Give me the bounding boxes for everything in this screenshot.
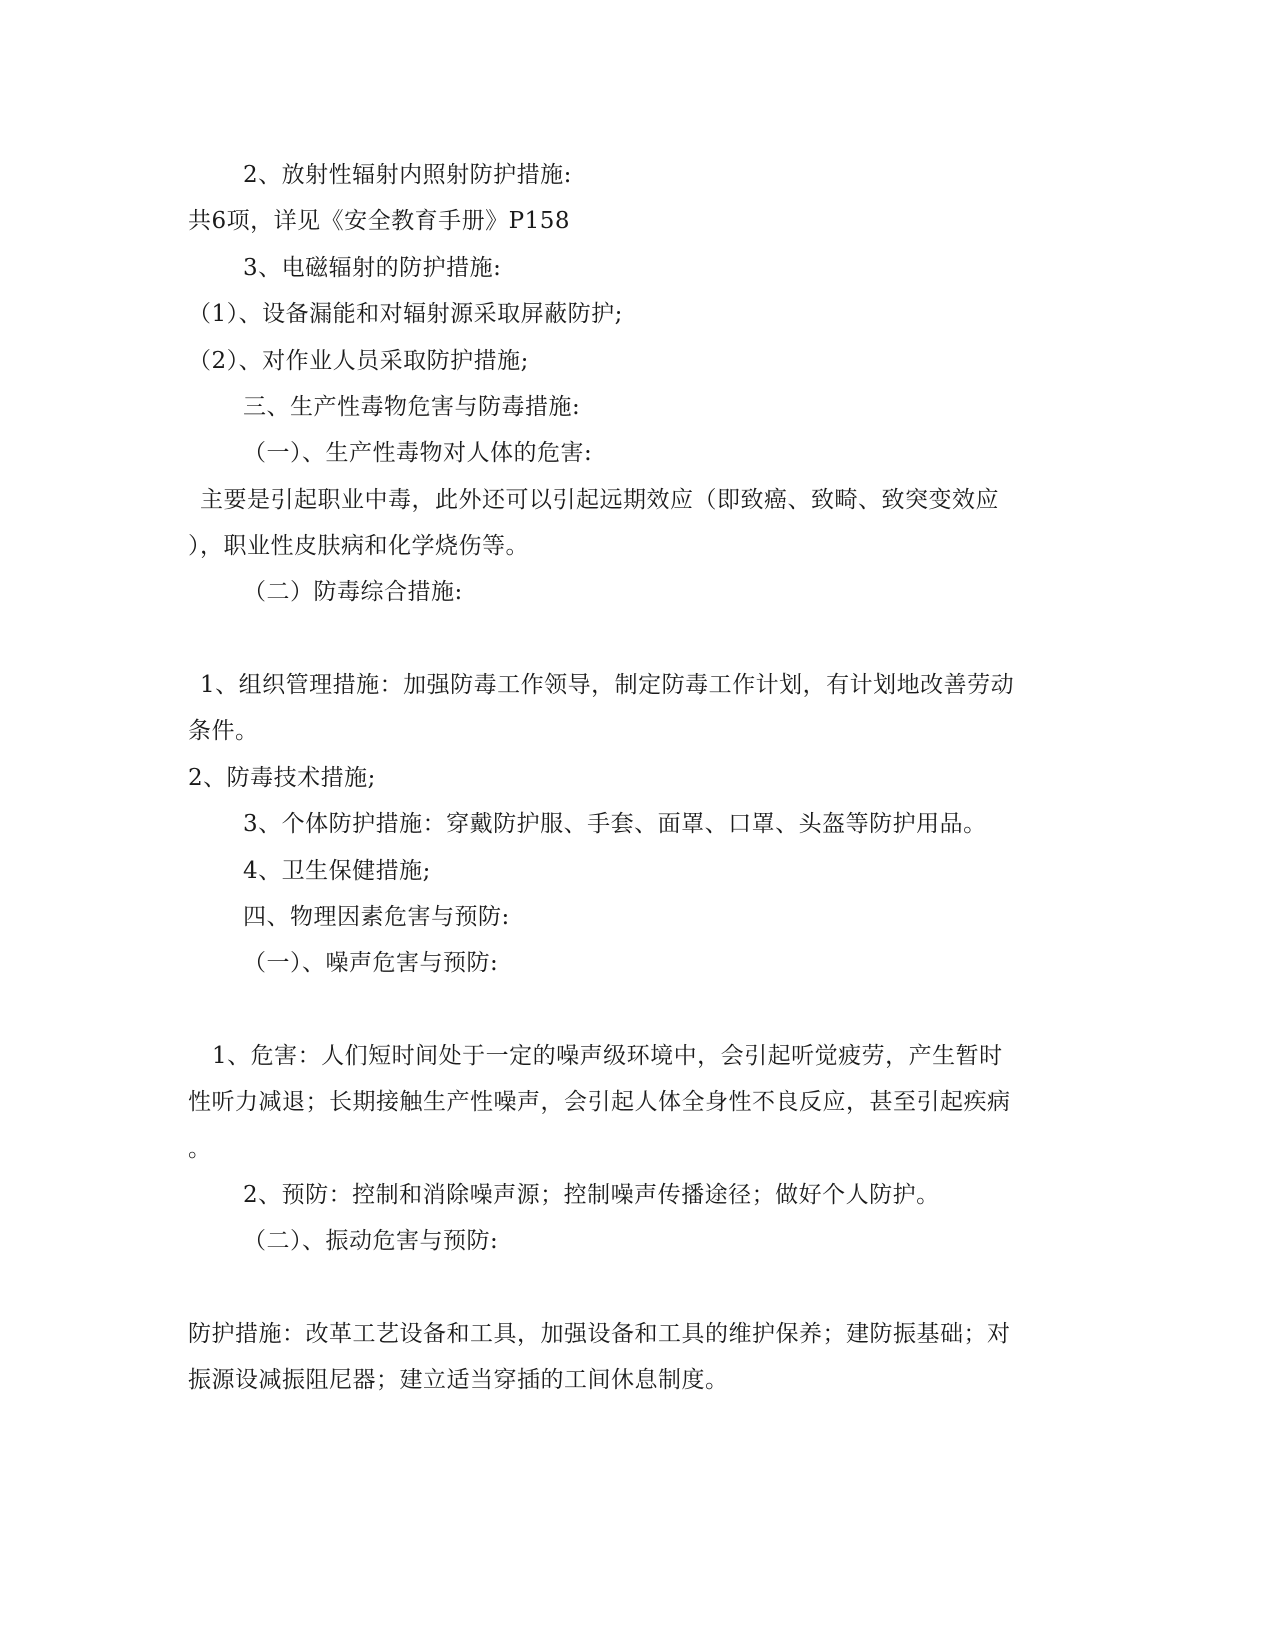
list-item: 4、卫生保健措施; [243,858,431,884]
section-heading-physical: 四、物理因素危害与预防: [243,904,510,930]
paragraph-line: 1、组织管理措施：加强防毒工作领导，制定防毒工作计划，有计划地改善劳动 [200,672,1015,698]
paragraph-line: 。 [188,1136,212,1162]
paragraph-line: ），职业性皮肤病和化学烧伤等。 [188,533,529,559]
subsection-heading-noise: （一）、噪声危害与预防: [243,950,499,976]
paragraph-line: 1、危害：人们短时间处于一定的噪声级环境中，会引起听觉疲劳，产生暂时 [212,1043,1003,1069]
paragraph-line: 防护措施：改革工艺设备和工具，加强设备和工具的维护保养；建防振基础；对 [188,1321,1011,1347]
subsection-heading-antitoxin: （二）防毒综合措施: [243,579,463,605]
paragraph-line: 性听力减退；长期接触生产性噪声，会引起人体全身性不良反应，甚至引起疾病 [188,1089,1011,1115]
list-item: 3、个体防护措施：穿戴防护服、手套、面罩、口罩、头盔等防护用品。 [243,811,987,837]
list-item: 2、预防：控制和消除噪声源；控制噪声传播途径；做好个人防护。 [243,1182,940,1208]
subsection-heading-vibration: （二）、振动危害与预防: [243,1228,499,1254]
section-heading-toxins: 三、生产性毒物危害与防毒措施: [243,394,581,420]
list-item: （1）、设备漏能和对辐射源采取屏蔽防护; [188,301,623,327]
list-item: （2）、对作业人员采取防护措施; [188,348,529,374]
paragraph-line: 条件。 [188,718,259,744]
section-item-electromagnetic: 3、电磁辐射的防护措施: [243,255,502,281]
section-item-radiation-internal: 2、放射性辐射内照射防护措施: [243,162,572,188]
section-text-manual-reference: 共6项，详见《安全教育手册》P158 [188,208,571,234]
subsection-heading-toxin-hazards: （一）、生产性毒物对人体的危害: [243,440,593,466]
paragraph-line: 主要是引起职业中毒，此外还可以引起远期效应（即致癌、致畸、致突变效应 [200,487,999,513]
list-item: 2、防毒技术措施; [188,765,376,791]
paragraph-line: 振源设减振阻尼器；建立适当穿插的工间休息制度。 [188,1367,729,1393]
